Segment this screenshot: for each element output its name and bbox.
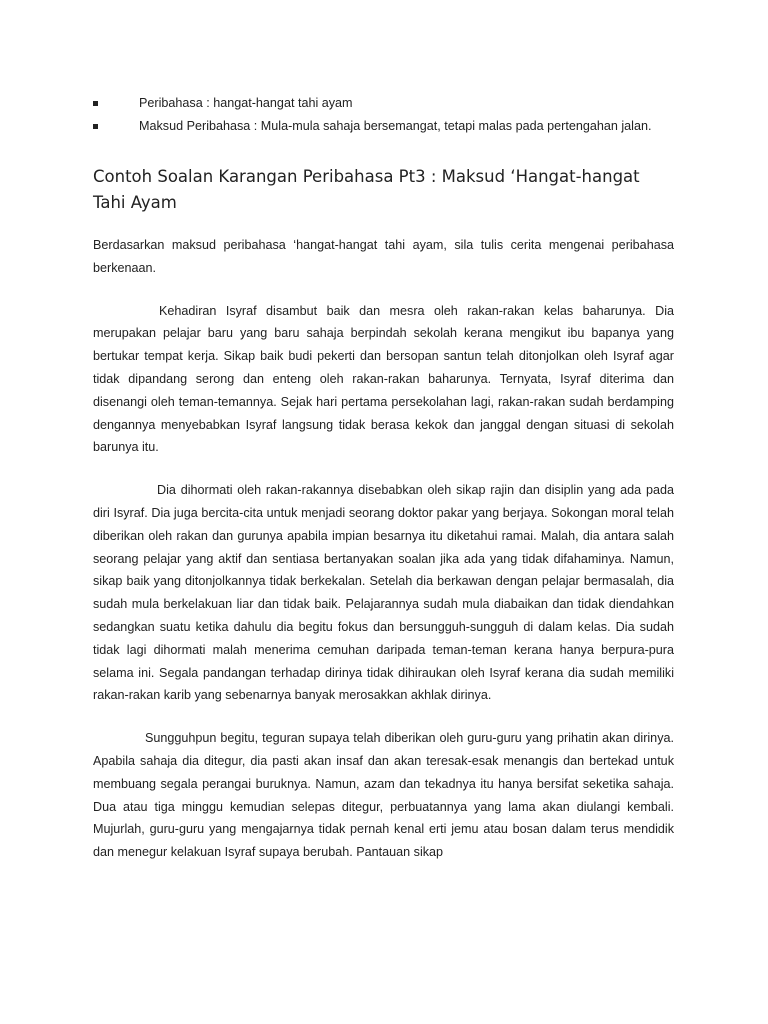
square-bullet-icon xyxy=(93,101,98,106)
article-heading: Contoh Soalan Karangan Peribahasa Pt3 : Maksud ‘Hangat-hangat Tahi Ayam xyxy=(93,167,640,212)
bullet-text: Peribahasa : hangat-hangat tahi ayam xyxy=(139,96,353,110)
document-page xyxy=(93,92,674,884)
bullet-text: Maksud Peribahasa : Mula-mula sahaja bersemangat, tetapi malas pada pertengahan jalan. xyxy=(139,119,652,133)
instruction-paragraph: Berdasarkan maksud peribahasa ‘hangat-hangat tahi ayam, sila tulis cerita mengenai peribahasa berkenaan. xyxy=(93,238,674,275)
bullet-item-maksud xyxy=(93,115,674,138)
story-paragraph-1: Kehadiran Isyraf disambut baik dan mesra oleh rakan-rakan kelas baharunya. Dia merupakan pelajar baru yang baru sahaja berpindah sekolah kerana mengikut ibu bapanya yang bertukar tempat kerja. Sikap baik budi pekerti dan bersopan santun telah ditonjolkan oleh Isyraf agar tidak dipandang serong dan enteng oleh rakan-rakan baharunya. Ternyata, Isyraf diterima dan disenangi oleh teman-temannya. Sejak hari pertama persekolahan lagi, rakan-rakan sudah berdamping dengannya menyebabkan Isyraf langsung tidak berasa kekok dan janggal dengan situasi di sekolah barunya itu. xyxy=(93,303,674,455)
bullet-list xyxy=(93,92,674,138)
bullet-item-peribahasa xyxy=(93,92,674,115)
square-bullet-icon xyxy=(93,124,98,129)
story-paragraph-2: Dia dihormati oleh rakan-rakannya disebabkan oleh sikap rajin dan disiplin yang ada pada diri Isyraf. Dia juga bercita-cita untuk menjadi seorang doktor pakar yang berjaya. Sokongan moral telah diberikan oleh rakan dan gurunya apabila impian besarnya itu diketahui ramai. Malah, dia antara salah seorang pelajar yang aktif dan sentiasa bertanyakan soalan jika ada yang tidak difahaminya. Namun, sikap baik yang ditonjolkannya tidak berkekalan. Setelah dia berkawan dengan pelajar bermasalah, dia sudah mula berkelakuan liar dan tidak baik. Pelajarannya sudah mula diabaikan dan tidak diendahkan sedangkan suatu ketika dahulu dia begitu fokus dan bersungguh-sungguh di dalam kelas. Dia sudah tidak lagi dihormati malah menerima cemuhan daripada teman-teman kerana hanya berpura-pura selama ini. Segala pandangan terhadap dirinya tidak dihiraukan oleh Isyraf kerana dia sudah memiliki rakan-rakan karib yang sebenarnya banyak merosakkan akhlak dirinya. xyxy=(93,483,674,703)
story-paragraph-3: Sungguhpun begitu, teguran supaya telah diberikan oleh guru-guru yang prihatin akan dirinya. Apabila sahaja dia ditegur, dia pasti akan insaf dan akan teresak-esak menangis dan bertekad untuk membuang segala perangai buruknya. Namun, azam dan tekadnya itu hanya bersifat seketika sahaja. Dua atau tiga minggu kemudian selepas ditegur, perbuatannya yang lama akan diulangi kembali. Mujurlah, guru-guru yang mengajarnya tidak pernah kenal erti jemu atau bosan dalam terus mendidik dan menegur kelakuan Isyraf supaya berubah. Pantauan sikap xyxy=(93,731,674,860)
